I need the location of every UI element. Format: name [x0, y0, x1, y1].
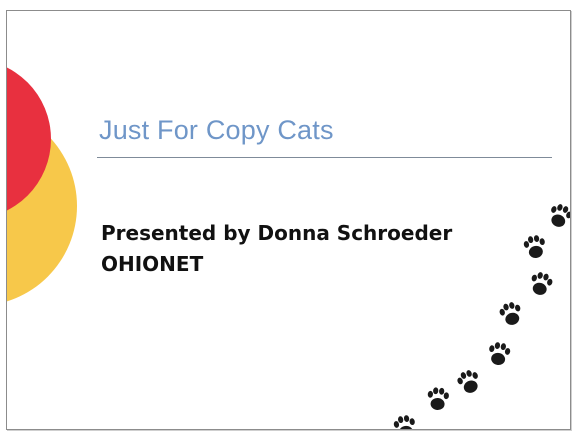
paw-print-icon [426, 387, 449, 411]
organization-line: OHIONET [101, 252, 204, 276]
paw-print-icon [528, 270, 554, 297]
paw-print-icon [523, 234, 548, 260]
presenter-line: Presented by Donna Schroeder [101, 221, 453, 245]
paw-print-icon [498, 300, 524, 327]
paw-print-icon [546, 202, 570, 230]
paw-print-icon [487, 341, 512, 367]
paw-print-trail [7, 11, 570, 429]
presentation-slide [6, 10, 571, 430]
paw-print-icon [455, 368, 483, 396]
slide-title: Just For Copy Cats [99, 115, 334, 145]
paw-print-icon [393, 414, 418, 429]
